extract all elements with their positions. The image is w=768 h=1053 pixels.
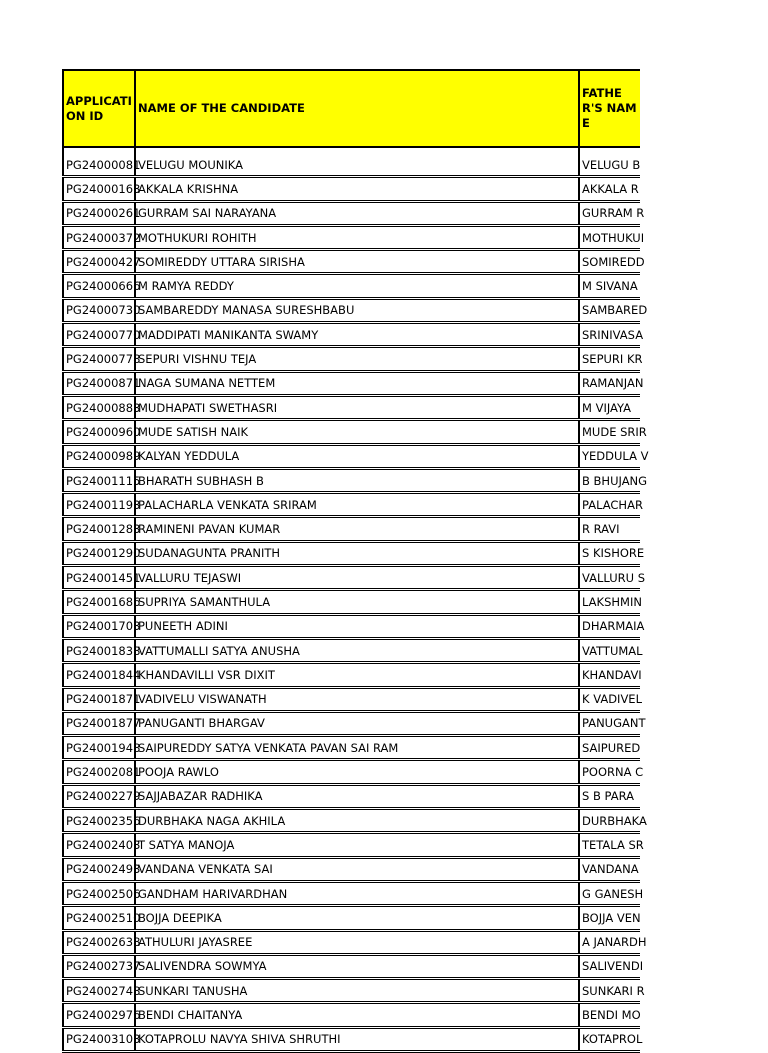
application-id-cell: PG24000372 xyxy=(63,225,135,249)
application-id-cell: PG24000883 xyxy=(63,395,135,419)
candidate-name-cell: SALIVENDRA SOWMYA xyxy=(135,954,579,978)
table-row xyxy=(63,444,640,468)
candidate-name-cell: VALLURU TEJASWI xyxy=(135,566,579,590)
fathers-name-cell: KOTAPROL xyxy=(579,1027,640,1051)
application-id-cell: PG24002493 xyxy=(63,857,135,881)
fathers-name-cell: AKKALA R xyxy=(579,177,640,201)
table-row xyxy=(63,663,640,687)
table-row xyxy=(63,201,640,225)
candidate-name-cell: KOTAPROLU NAVYA SHIVA SHRUTHI xyxy=(135,1027,579,1051)
table-row xyxy=(63,323,640,347)
table-row xyxy=(63,736,640,760)
application-id-cell: PG24002737 xyxy=(63,954,135,978)
header-row xyxy=(63,70,640,147)
application-id-cell: PG24001877 xyxy=(63,711,135,735)
table-row xyxy=(63,881,640,905)
application-id-cell: PG24001193 xyxy=(63,493,135,517)
application-id-cell: PG24002510 xyxy=(63,906,135,930)
fathers-name-cell: SALIVENDI xyxy=(579,954,640,978)
table-row xyxy=(63,1027,640,1051)
application-id-cell: PG24002403 xyxy=(63,833,135,857)
candidate-name-cell: MUDE SATISH NAIK xyxy=(135,420,579,444)
candidate-name-cell: SOMIREDDY UTTARA SIRISHA xyxy=(135,250,579,274)
candidate-name-cell: KHANDAVILLI VSR DIXIT xyxy=(135,663,579,687)
candidate-name-cell: POOJA RAWLO xyxy=(135,760,579,784)
candidate-name-cell: SUDANAGUNTA PRANITH xyxy=(135,541,579,565)
fathers-name-cell: SOMIREDD xyxy=(579,250,640,274)
fathers-name-cell: R RAVI xyxy=(579,517,640,541)
fathers-name-cell: BENDI MO xyxy=(579,1003,640,1027)
fathers-name-cell: DHARMAIA xyxy=(579,614,640,638)
candidate-name-cell: SUPRIYA SAMANTHULA xyxy=(135,590,579,614)
fathers-name-cell: MUDE SRIR xyxy=(579,420,640,444)
candidate-name-cell: VELUGU MOUNIKA xyxy=(135,147,579,177)
table-row xyxy=(63,493,640,517)
application-id-cell: PG24002638 xyxy=(63,930,135,954)
application-id-cell: PG24000666 xyxy=(63,274,135,298)
candidate-name-cell: BOJJA DEEPIKA xyxy=(135,906,579,930)
candidate-name-cell: VANDANA VENKATA SAI xyxy=(135,857,579,881)
fathers-name-cell: VATTUMAL xyxy=(579,638,640,662)
table-row xyxy=(63,274,640,298)
candidate-name-cell: PALACHARLA VENKATA SRIRAM xyxy=(135,493,579,517)
table-row xyxy=(63,930,640,954)
header-candidate-name: NAME OF THE CANDIDATE xyxy=(135,70,579,147)
application-id-cell: PG24002976 xyxy=(63,1003,135,1027)
fathers-name-cell: VELUGU B xyxy=(579,147,640,177)
candidate-name-cell: KALYAN YEDDULA xyxy=(135,444,579,468)
table-row xyxy=(63,177,640,201)
candidate-name-cell: SAMBAREDDY MANASA SURESHBABU xyxy=(135,298,579,322)
application-id-cell: PG24000778 xyxy=(63,347,135,371)
table-body xyxy=(63,147,649,1051)
application-id-cell: PG24000081 xyxy=(63,147,135,177)
candidate-name-cell: GURRAM SAI NARAYANA xyxy=(135,201,579,225)
table-row xyxy=(63,371,640,395)
application-id-cell: PG24002356 xyxy=(63,809,135,833)
table-row xyxy=(63,395,640,419)
spreadsheet xyxy=(62,69,649,1053)
header-application-id: APPLICATION ID xyxy=(63,70,135,147)
candidate-name-cell: RAMINENI PAVAN KUMAR xyxy=(135,517,579,541)
table-row xyxy=(63,298,640,322)
table-row xyxy=(63,147,640,177)
table-row xyxy=(63,906,640,930)
fathers-name-cell: SUNKARI R xyxy=(579,979,640,1003)
application-id-cell: PG24002279 xyxy=(63,784,135,808)
table-row xyxy=(63,1003,640,1027)
application-id-cell: PG24001703 xyxy=(63,614,135,638)
fathers-name-cell: LAKSHMIN xyxy=(579,590,640,614)
application-id-cell: PG24000730 xyxy=(63,298,135,322)
fathers-name-cell: VANDANA xyxy=(579,857,640,881)
candidate-name-cell: T SATYA MANOJA xyxy=(135,833,579,857)
candidate-name-cell: SAIPUREDDY SATYA VENKATA PAVAN SAI RAM xyxy=(135,736,579,760)
candidate-name-cell: NAGA SUMANA NETTEM xyxy=(135,371,579,395)
fathers-name-cell: B BHUJANG xyxy=(579,468,640,492)
candidate-name-cell: SEPURI VISHNU TEJA xyxy=(135,347,579,371)
table-row xyxy=(63,347,640,371)
table-row xyxy=(63,517,640,541)
fathers-name-cell: SEPURI KR xyxy=(579,347,640,371)
application-id-cell: PG24000427 xyxy=(63,250,135,274)
application-id-cell: PG24003103 xyxy=(63,1027,135,1051)
candidate-name-cell: MOTHUKURI ROHITH xyxy=(135,225,579,249)
application-id-cell: PG24001290 xyxy=(63,541,135,565)
candidate-name-cell: BENDI CHAITANYA xyxy=(135,1003,579,1027)
fathers-name-cell: GURRAM R xyxy=(579,201,640,225)
application-id-cell: PG24002506 xyxy=(63,881,135,905)
fathers-name-cell: TETALA SR xyxy=(579,833,640,857)
table-row xyxy=(63,468,640,492)
fathers-name-cell: RAMANJAN xyxy=(579,371,640,395)
table-row xyxy=(63,857,640,881)
fathers-name-cell: K VADIVEL xyxy=(579,687,640,711)
fathers-name-cell: BOJJA VEN xyxy=(579,906,640,930)
application-id-cell: PG24001686 xyxy=(63,590,135,614)
table-row xyxy=(63,809,640,833)
candidate-name-cell: MUDHAPATI SWETHASRI xyxy=(135,395,579,419)
table-row xyxy=(63,638,640,662)
application-id-cell: PG24000261 xyxy=(63,201,135,225)
fathers-name-cell: G GANESH xyxy=(579,881,640,905)
table-row xyxy=(63,566,640,590)
fathers-name-cell: SAIPURED xyxy=(579,736,640,760)
candidate-name-cell: VATTUMALLI SATYA ANUSHA xyxy=(135,638,579,662)
application-id-cell: PG24001838 xyxy=(63,638,135,662)
application-id-cell: PG24001871 xyxy=(63,687,135,711)
application-id-cell: PG24001115 xyxy=(63,468,135,492)
fathers-name-cell: VALLURU S xyxy=(579,566,640,590)
application-id-cell: PG24001844 xyxy=(63,663,135,687)
candidate-name-cell: MADDIPATI MANIKANTA SWAMY xyxy=(135,323,579,347)
candidate-name-cell: GANDHAM HARIVARDHAN xyxy=(135,881,579,905)
fathers-name-cell: POORNA C xyxy=(579,760,640,784)
candidate-name-cell: PANUGANTI BHARGAV xyxy=(135,711,579,735)
table-row xyxy=(63,614,640,638)
candidate-table xyxy=(62,69,649,1053)
application-id-cell: PG24002081 xyxy=(63,760,135,784)
table-row xyxy=(63,711,640,735)
candidate-name-cell: DURBHAKA NAGA AKHILA xyxy=(135,809,579,833)
application-id-cell: PG24000960 xyxy=(63,420,135,444)
table-row xyxy=(63,833,640,857)
fathers-name-cell: KHANDAVI xyxy=(579,663,640,687)
fathers-name-cell: M VIJAYA xyxy=(579,395,640,419)
table-row xyxy=(63,954,640,978)
fathers-name-cell: PANUGANT xyxy=(579,711,640,735)
application-id-cell: PG24000163 xyxy=(63,177,135,201)
fathers-name-cell: S B PARA xyxy=(579,784,640,808)
application-id-cell: PG24000989 xyxy=(63,444,135,468)
candidate-name-cell: M RAMYA REDDY xyxy=(135,274,579,298)
application-id-cell: PG24001451 xyxy=(63,566,135,590)
table-row xyxy=(63,590,640,614)
table-row xyxy=(63,420,640,444)
candidate-name-cell: BHARATH SUBHASH B xyxy=(135,468,579,492)
candidate-name-cell: VADIVELU VISWANATH xyxy=(135,687,579,711)
candidate-name-cell: ATHULURI JAYASREE xyxy=(135,930,579,954)
candidate-name-cell: SAJJABAZAR RADHIKA xyxy=(135,784,579,808)
table-row xyxy=(63,225,640,249)
table-row xyxy=(63,760,640,784)
table-row xyxy=(63,541,640,565)
header-fathers-name: FATHER'S NAME xyxy=(579,70,640,147)
candidate-name-cell: AKKALA KRISHNA xyxy=(135,177,579,201)
candidate-name-cell: SUNKARI TANUSHA xyxy=(135,979,579,1003)
table-row xyxy=(63,250,640,274)
table-row xyxy=(63,687,640,711)
table-row xyxy=(63,979,640,1003)
application-id-cell: PG24000770 xyxy=(63,323,135,347)
fathers-name-cell: A JANARDH xyxy=(579,930,640,954)
fathers-name-cell: SRINIVASA xyxy=(579,323,640,347)
application-id-cell: PG24001283 xyxy=(63,517,135,541)
candidate-name-cell: PUNEETH ADINI xyxy=(135,614,579,638)
application-id-cell: PG24001948 xyxy=(63,736,135,760)
fathers-name-cell: MOTHUKUI xyxy=(579,225,640,249)
table-row xyxy=(63,784,640,808)
application-id-cell: PG24000871 xyxy=(63,371,135,395)
fathers-name-cell: PALACHAR xyxy=(579,493,640,517)
fathers-name-cell: SAMBARED xyxy=(579,298,640,322)
fathers-name-cell: DURBHAKA xyxy=(579,809,640,833)
fathers-name-cell: YEDDULA V xyxy=(579,444,640,468)
fathers-name-cell: S KISHORE xyxy=(579,541,640,565)
fathers-name-cell: M SIVANA xyxy=(579,274,640,298)
application-id-cell: PG24002748 xyxy=(63,979,135,1003)
